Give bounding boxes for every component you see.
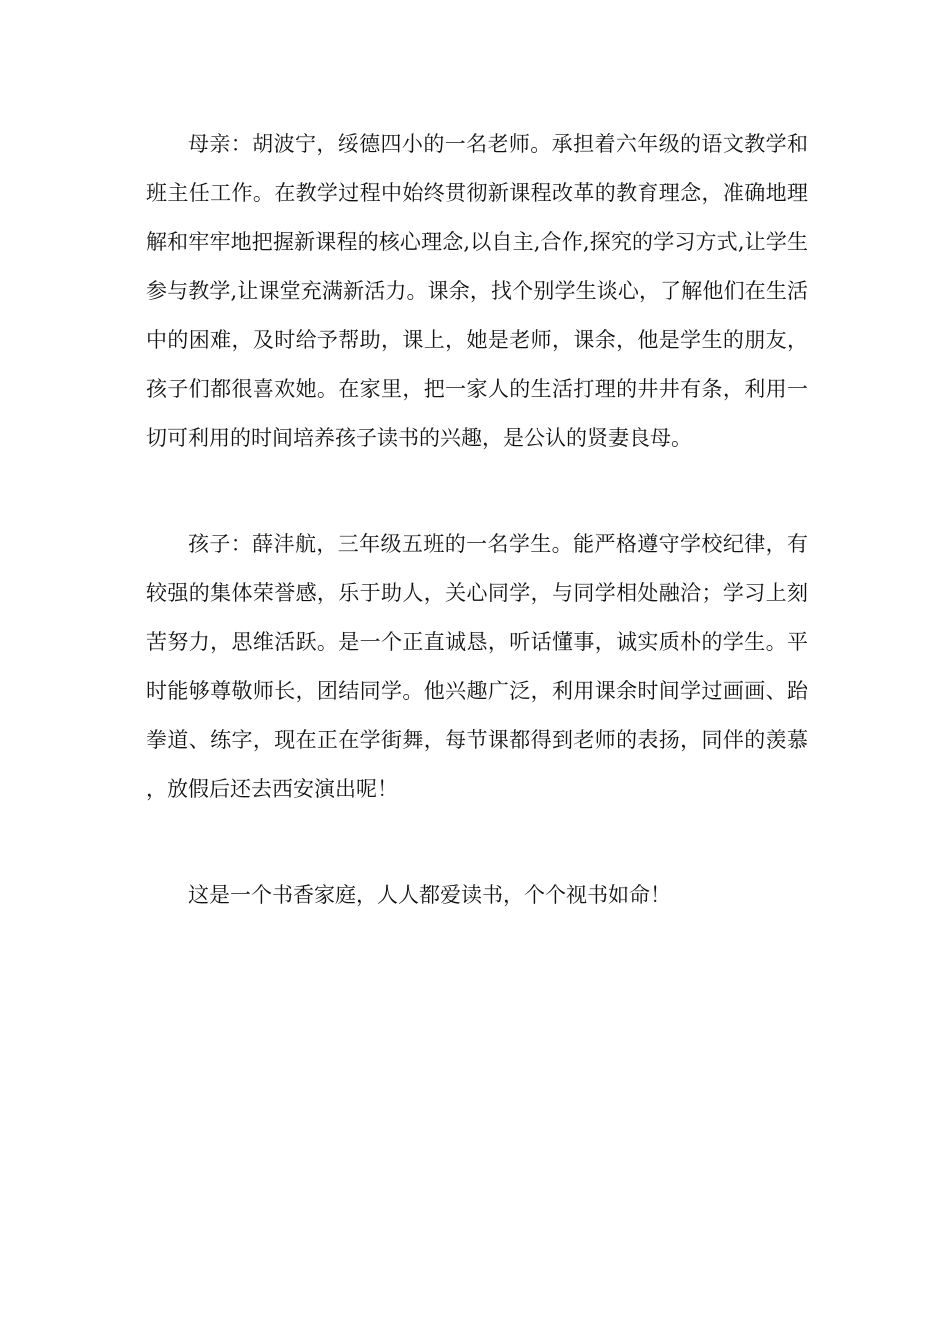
document-body [146,120,808,920]
paragraph-mother: 母亲：胡波宁，绥德四小的一名老师。承担着六年级的语文教学和班主任工作。在教学过程中始终贯彻新课程改革的教育理念，准确地理解和牢牢地把握新课程的核心理念,以自主,合作,探究的学习方式,让学生参与教学,让课堂充满新活力。课余，找个别学生谈心，了解他们在生活中的困难，及时给予帮助，课上，她是老师，课余，他是学生的朋友，孩子们都很喜欢她。在家里，把一家人的生活打理的井井有条，利用一切可利用的时间培养孩子读书的兴趣，是公认的贤妻良母。 [146,132,808,450]
paragraph-family: 这是一个书香家庭，人人都爱读书，个个视书如命！ [188,883,671,907]
paragraph-child: 孩子：薛沣航，三年级五班的一名学生。能严格遵守学校纪律，有较强的集体荣誉感，乐于助人，关心同学，与同学相处融洽；学习上刻苦努力，思维活跃。是一个正直诚恳，听话懂事，诚实质朴的学生。平时能够尊敬师长，团结同学。他兴趣广泛，利用课余时间学过画画、跆拳道、练字，现在正在学街舞，每节课都得到老师的表扬，同伴的羡慕，放假后还去西安演出呢！ [146,532,808,801]
